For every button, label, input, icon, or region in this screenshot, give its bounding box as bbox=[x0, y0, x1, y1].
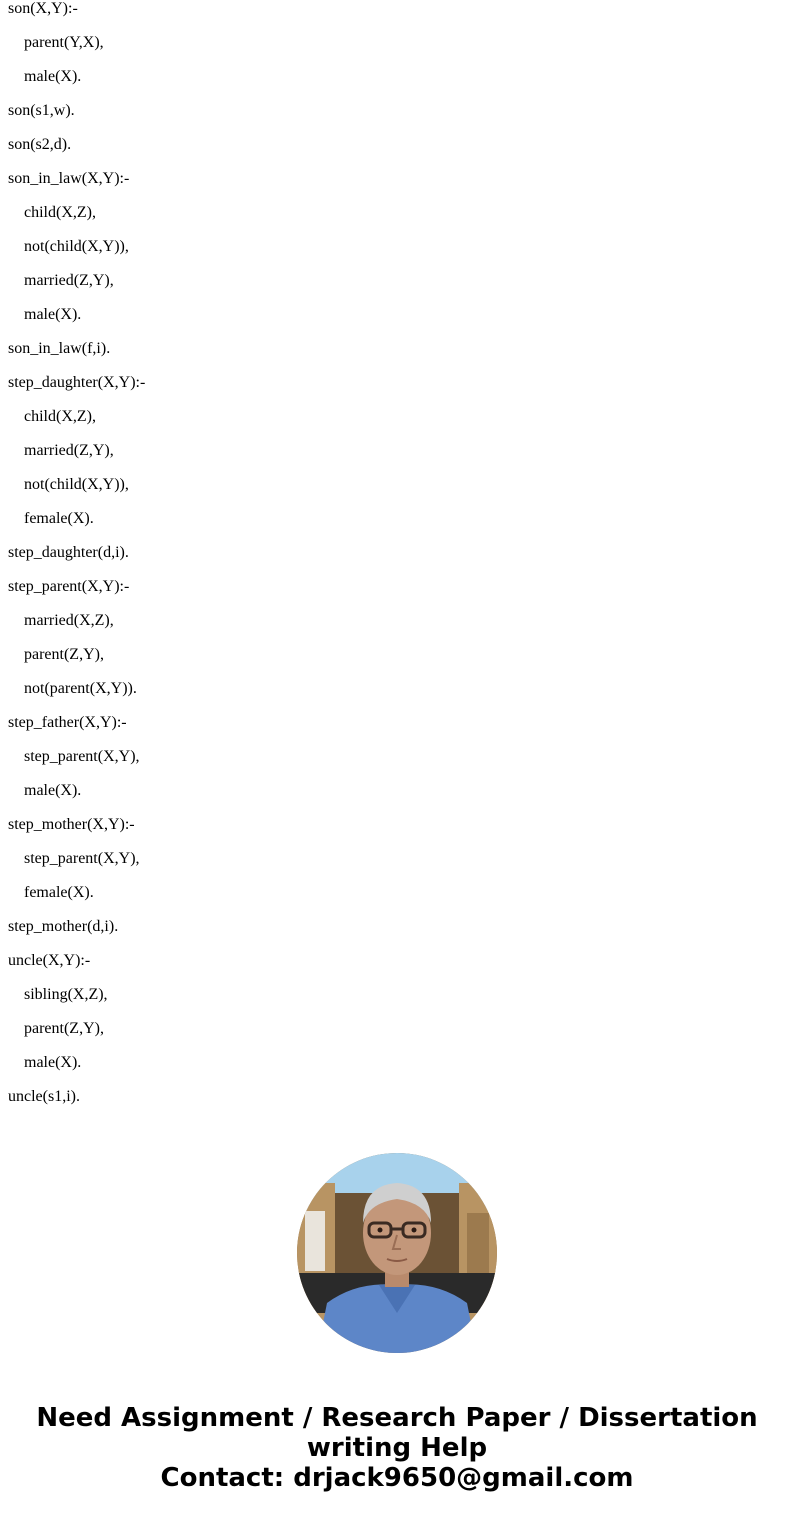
code-line-body: sibling(X,Z), bbox=[24, 986, 108, 1003]
code-line-clause: step_mother(d,i). bbox=[8, 918, 119, 935]
code-line-body: child(X,Z), bbox=[24, 408, 96, 425]
promo-headline: Need Assignment / Research Paper / Dissertation bbox=[36, 1403, 758, 1433]
promo-banner bbox=[0, 1403, 794, 1493]
code-line-body: male(X). bbox=[24, 306, 82, 323]
code-line-body: female(X). bbox=[24, 884, 94, 901]
code-line-clause: uncle(X,Y):- bbox=[8, 952, 91, 969]
contact-email: Contact: drjack9650@gmail.com bbox=[160, 1463, 634, 1493]
code-line-body: male(X). bbox=[24, 68, 82, 85]
person-avatar-icon bbox=[297, 1153, 497, 1353]
code-line-body: female(X). bbox=[24, 510, 94, 527]
code-line-body: parent(Z,Y), bbox=[24, 1020, 104, 1037]
code-line-body: not(child(X,Y)), bbox=[24, 476, 129, 493]
code-line-clause: step_mother(X,Y):- bbox=[8, 816, 135, 833]
code-line-clause: son(s2,d). bbox=[8, 136, 72, 153]
code-line-clause: son(s1,w). bbox=[8, 102, 75, 119]
promo-subheadline: writing Help bbox=[306, 1433, 488, 1463]
code-line-body: married(X,Z), bbox=[24, 612, 114, 629]
code-line-clause: step_father(X,Y):- bbox=[8, 714, 127, 731]
code-line-clause: step_parent(X,Y):- bbox=[8, 578, 130, 595]
code-line-body: male(X). bbox=[24, 1054, 82, 1071]
code-line-clause: son_in_law(f,i). bbox=[8, 340, 111, 357]
code-line-clause: step_daughter(d,i). bbox=[8, 544, 129, 561]
code-line-body: step_parent(X,Y), bbox=[24, 850, 140, 867]
code-line-body: male(X). bbox=[24, 782, 82, 799]
code-line-clause: son(X,Y):- bbox=[8, 0, 78, 17]
code-line-body: step_parent(X,Y), bbox=[24, 748, 140, 765]
code-line-body: not(child(X,Y)), bbox=[24, 238, 129, 255]
code-line-body: not(parent(X,Y)). bbox=[24, 680, 137, 697]
code-line-body: parent(Z,Y), bbox=[24, 646, 104, 663]
code-line-clause: uncle(s1,i). bbox=[8, 1088, 80, 1105]
code-line-body: married(Z,Y), bbox=[24, 442, 114, 459]
code-line-body: married(Z,Y), bbox=[24, 272, 114, 289]
code-line-body: parent(Y,X), bbox=[24, 34, 104, 51]
author-avatar bbox=[297, 1153, 497, 1353]
code-line-clause: son_in_law(X,Y):- bbox=[8, 170, 130, 187]
prolog-code-block bbox=[8, 0, 768, 1122]
code-line-clause: step_daughter(X,Y):- bbox=[8, 374, 146, 391]
code-line-body: child(X,Z), bbox=[24, 204, 96, 221]
